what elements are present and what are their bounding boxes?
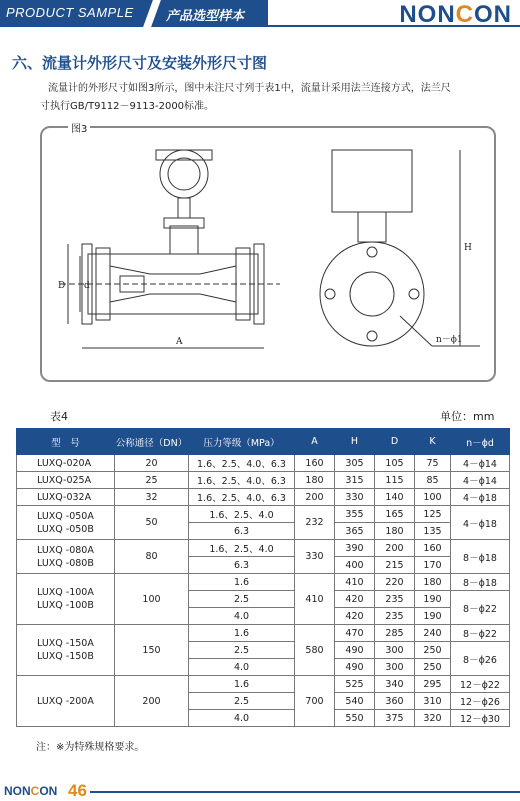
cell-pressure: 1.6: [189, 625, 295, 642]
cell-d: 300: [375, 642, 415, 659]
cell-pressure: 2.5: [189, 693, 295, 710]
footer-logo-o: C: [30, 784, 40, 798]
cell-pressure: 4.0: [189, 710, 295, 727]
cell-a: 180: [295, 472, 335, 489]
cell-k: 320: [415, 710, 451, 727]
cell-n: 8－ϕ18: [451, 574, 510, 591]
cell-model: [17, 574, 115, 625]
table-header-row: [17, 429, 510, 455]
cell-d: 340: [375, 676, 415, 693]
cell-a: 330: [295, 540, 335, 574]
table-label: 表4: [50, 410, 68, 423]
table-row: [17, 676, 510, 693]
table-row: [17, 455, 510, 472]
th-a: A: [295, 429, 335, 455]
model-a: LUXQ -150A: [37, 638, 94, 649]
cell-dn: 100: [115, 574, 189, 625]
cell-k: 250: [415, 642, 451, 659]
inner-contour-top: [110, 266, 236, 274]
cell-d: 375: [375, 710, 415, 727]
cell-h: 315: [335, 472, 375, 489]
model-b: LUXQ -100B: [37, 600, 94, 611]
cell-a: 700: [295, 676, 335, 727]
cell-h: 420: [335, 591, 375, 608]
cell-d: 180: [375, 523, 415, 540]
cell-pressure: 1.6、2.5、4.0、6.3: [189, 489, 295, 506]
cell-h: 390: [335, 540, 375, 557]
cell-d: 115: [375, 472, 415, 489]
cell-k: 125: [415, 506, 451, 523]
section-title: 六、流量计外形尺寸及安装外形尺寸图: [12, 54, 268, 72]
label-d: d: [84, 281, 90, 291]
cell-a: 200: [295, 489, 335, 506]
label-A: A: [176, 337, 183, 347]
cell-k: 85: [415, 472, 451, 489]
cell-d: 165: [375, 506, 415, 523]
model-a: LUXQ -050A: [37, 510, 94, 522]
cell-k: 100: [415, 489, 451, 506]
header-separator: [143, 0, 161, 27]
cell-model: LUXQ -200A: [17, 676, 115, 727]
table-row: [17, 472, 510, 489]
cell-a: 410: [295, 574, 335, 625]
cell-dn: 50: [115, 506, 189, 540]
header-cn-title: 产品选型样本: [166, 9, 245, 24]
cell-d: 235: [375, 608, 415, 625]
table-note: 注：※为特殊规格要求。: [36, 742, 145, 753]
model-a: LUXQ -100A: [37, 587, 94, 598]
label-n-phi: n－ϕ1: [436, 335, 463, 345]
display-dial: [168, 158, 200, 190]
model-a: LUXQ -080A: [37, 544, 94, 556]
unit-label: 单位：mm: [440, 410, 495, 423]
cell-pressure: 6.3: [189, 523, 295, 540]
cell-a: 580: [295, 625, 335, 676]
cell-model: [17, 540, 115, 574]
cell-n: 8－ϕ22: [451, 625, 510, 642]
cell-n: 4－ϕ18: [451, 489, 510, 506]
cell-dn: 20: [115, 455, 189, 472]
th-dn: 公称通径（DN）: [115, 429, 189, 455]
cell-a: 160: [295, 455, 335, 472]
logo-part-a: NON: [399, 1, 456, 28]
cell-k: 75: [415, 455, 451, 472]
cell-d: 215: [375, 557, 415, 574]
cell-pressure: 2.5: [189, 642, 295, 659]
bolt-hole: [367, 331, 377, 341]
intro-line-2: 寸执行GB/T9112－9113-2000标准。: [40, 101, 215, 112]
intro-line-1: 流量计的外形尺寸如图3所示，图中未注尺寸列于表1中，流量计采用法兰连接方式，法兰尺: [48, 83, 451, 94]
cell-dn: 25: [115, 472, 189, 489]
cell-n: 8－ϕ26: [451, 642, 510, 676]
flange-bore: [350, 272, 394, 316]
flange-circle: [320, 242, 424, 346]
footer-logo-a: NON: [4, 784, 31, 798]
cell-h: 420: [335, 608, 375, 625]
page-header: [0, 0, 520, 27]
cell-dn: 200: [115, 676, 189, 727]
cell-k: 170: [415, 557, 451, 574]
cell-pressure: 2.5: [189, 591, 295, 608]
page-footer: [0, 782, 520, 800]
cell-pressure: 6.3: [189, 557, 295, 574]
cell-d: 200: [375, 540, 415, 557]
cell-k: 295: [415, 676, 451, 693]
intro-text: [40, 80, 516, 116]
th-pressure: 压力等级（MPa）: [189, 429, 295, 455]
cell-model: [17, 625, 115, 676]
cell-h: 470: [335, 625, 375, 642]
spec-table: [16, 428, 510, 727]
model-b: LUXQ -050B: [37, 523, 94, 535]
cell-pressure: 4.0: [189, 608, 295, 625]
cell-d: 360: [375, 693, 415, 710]
cell-d: 300: [375, 659, 415, 676]
cell-pressure: 1.6、2.5、4.0、6.3: [189, 472, 295, 489]
cell-h: 305: [335, 455, 375, 472]
page-number: 46: [68, 781, 87, 800]
cell-n: 8－ϕ18: [451, 540, 510, 574]
label-H: H: [464, 243, 472, 253]
cell-k: 180: [415, 574, 451, 591]
leader-line: [400, 316, 432, 346]
table-row: [17, 506, 510, 523]
cell-n: 12－ϕ26: [451, 693, 510, 710]
th-d: D: [375, 429, 415, 455]
cell-n: 4－ϕ14: [451, 472, 510, 489]
flowmeter-drawing: [40, 126, 496, 382]
footer-logo-b: ON: [39, 784, 58, 798]
table-row: [17, 540, 510, 557]
side-neck: [358, 212, 386, 242]
cell-model: LUXQ-025A: [17, 472, 115, 489]
cell-k: 190: [415, 608, 451, 625]
cell-n: 4－ϕ14: [451, 455, 510, 472]
cell-dn: 32: [115, 489, 189, 506]
cell-h: 490: [335, 642, 375, 659]
cell-h: 355: [335, 506, 375, 523]
cell-d: 235: [375, 591, 415, 608]
display-head: [160, 150, 208, 198]
inner-contour-bottom: [110, 294, 236, 302]
th-h: H: [335, 429, 375, 455]
th-k: K: [415, 429, 451, 455]
cell-n: 8－ϕ22: [451, 591, 510, 625]
neck: [170, 226, 198, 254]
cell-k: 250: [415, 659, 451, 676]
cell-d: 285: [375, 625, 415, 642]
cell-n: 12－ϕ30: [451, 710, 510, 727]
footer-rule: [90, 791, 520, 793]
cell-pressure: 1.6、2.5、4.0、6.3: [189, 455, 295, 472]
cell-d: 220: [375, 574, 415, 591]
cell-h: 410: [335, 574, 375, 591]
header-banner: [0, 0, 268, 27]
bolt-hole: [409, 289, 419, 299]
header-product-sample: PRODUCT SAMPLE: [6, 5, 134, 20]
bolt-hole: [367, 247, 377, 257]
figure-label: 图3: [68, 120, 90, 135]
th-model: 型 号: [17, 429, 115, 455]
brand-logo: [399, 1, 512, 29]
logo-part-o: C: [455, 1, 474, 28]
cell-a: 232: [295, 506, 335, 540]
cell-pressure: 1.6: [189, 676, 295, 693]
label-D: D: [58, 281, 66, 291]
side-head: [332, 150, 412, 212]
cell-h: 490: [335, 659, 375, 676]
cell-model: LUXQ-032A: [17, 489, 115, 506]
table-row: [17, 574, 510, 591]
cell-pressure: 4.0: [189, 659, 295, 676]
model-b: LUXQ -150B: [37, 651, 94, 662]
cell-h: 365: [335, 523, 375, 540]
cell-model: LUXQ-020A: [17, 455, 115, 472]
cell-h: 330: [335, 489, 375, 506]
cell-h: 525: [335, 676, 375, 693]
cell-model: [17, 506, 115, 540]
stem: [178, 198, 190, 218]
bolt-hole: [325, 289, 335, 299]
cell-k: 160: [415, 540, 451, 557]
cell-d: 140: [375, 489, 415, 506]
cell-n: 12－ϕ22: [451, 676, 510, 693]
cell-d: 105: [375, 455, 415, 472]
cell-dn: 80: [115, 540, 189, 574]
cell-pressure: 1.6、2.5、4.0: [189, 540, 295, 557]
cell-h: 400: [335, 557, 375, 574]
footer-logo: [4, 784, 57, 798]
table-row: [17, 625, 510, 642]
cell-dn: 150: [115, 625, 189, 676]
logo-part-b: ON: [474, 1, 512, 28]
cell-k: 135: [415, 523, 451, 540]
cell-n: 4－ϕ18: [451, 506, 510, 540]
header-logo-area: [268, 0, 520, 27]
cell-h: 550: [335, 710, 375, 727]
cell-k: 240: [415, 625, 451, 642]
table-row: [17, 489, 510, 506]
cell-h: 540: [335, 693, 375, 710]
cell-k: 310: [415, 693, 451, 710]
cell-k: 190: [415, 591, 451, 608]
th-n-phi: n－ϕd: [451, 429, 510, 455]
model-b: LUXQ -080B: [37, 557, 94, 569]
cell-pressure: 1.6、2.5、4.0: [189, 506, 295, 523]
cell-pressure: 1.6: [189, 574, 295, 591]
